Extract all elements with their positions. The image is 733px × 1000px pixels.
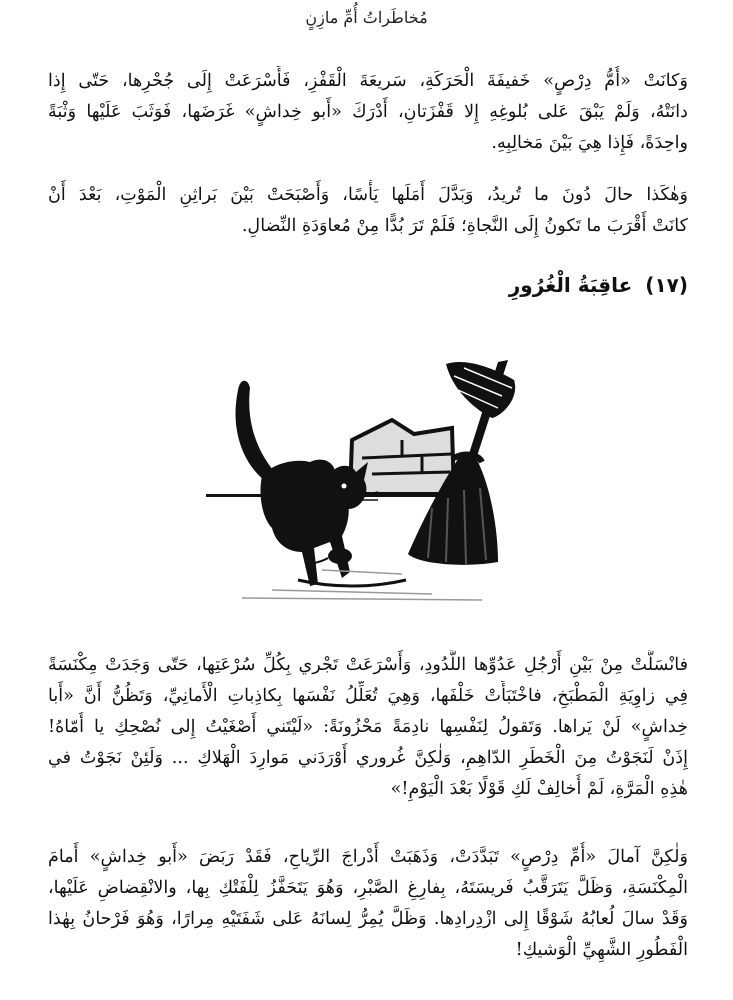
- text-line: الْمِكْنَسَةِ، وَظَلَّ يَتَرَقَّبُ فَريسَتَهُ، بِفارِغِ الصَّبْرِ، وَهُوَ يَتَحَفَّزُ لِلْفَتْكِ بِها، والانْقِضاضِ عَلَيْها،: [48, 878, 688, 898]
- section-title: [48, 273, 688, 297]
- text-line: فِي زاوِيَةِ الْمَطْبَخِ، فاخْتَبَأَتْ خَلْفَها، وَهِيَ تُعَلِّلُ نَفْسَها بِكاذِباتِ الْأَمانِيِّ، وَتَظُنُّ أَنَّ «أَبا: [48, 686, 688, 706]
- paragraph-3: [48, 650, 688, 805]
- running-header: مُخاطَراتُ أُمِّ مازِنٍ: [305, 8, 428, 27]
- cat-and-mouse-illustration: [202, 358, 528, 608]
- paragraph-2: [48, 180, 688, 242]
- text-line: وَهٰكَذا حالَ دُونَ ما تُريدُ، وَبَدَّلَ أَمَلَها يَأْسًا، وَأَصْبَحَتْ بَيْنَ بَراثِنِ الْمَوْتِ، بَعْدَ أَنْ: [48, 185, 688, 205]
- text-line: إِذَنْ لَنَجَوْتُ مِنَ الْخَطَرِ الدّاهِمِ، وَلٰكِنَّ غُروري أَوْرَدَني مَوارِدَ الْهَلاكِ ... وَلَئِنْ نَجَوْتُ في: [48, 748, 688, 768]
- paragraph-1: [48, 66, 688, 159]
- section-title-text: عاقِبَةُ الْغُرُورِ: [508, 273, 633, 297]
- text-line: وَقَدْ سالَ لُعابُهُ شَوْقًا إِلى ازْدِرادِها. وَظَلَّ يُمِرُّ لِسانَهُ عَلى شَفَتَيْهِ مِرارًا، وَهُوَ فَرْحانُ بِهٰذا: [48, 909, 688, 929]
- text-line: دانَتْهُ، وَلَمْ يَبْقَ عَلى بُلوغِهِ إِلا قَفْزَتانِ، أَدْرَكَ «أَبو خِداشٍ» غَرَضَها، فَوَثَبَ عَلَيْها وَثْبَةً: [48, 102, 688, 122]
- text-line: الْفَطُورِ الشَّهِيِّ الْوَشيكِ!: [515, 940, 688, 960]
- paragraph-4: [48, 842, 688, 966]
- text-line: هٰذِهِ الْمَرَّةِ، لَمْ أُخالِفْ لَكِ قَوْلًا بَعْدَ الْيَوْمِ!»: [390, 779, 688, 799]
- text-line: فانْسَلَّتْ مِنْ بَيْنِ أَرْجُلِ عَدُوِّها اللَّدُودِ، وَأَسْرَعَتْ تَجْري بِكُلِّ سُرْعَتِها، حَتّى وَجَدَتْ مِكْنَسَةً: [48, 655, 688, 675]
- text-line: وَكانَتْ «أُمُّ دِرْصٍ» خَفيفَةَ الْحَرَكَةِ، سَريعَةَ الْقَفْزِ، فَأَسْرَعَتْ إِلَى جُحْرِها، حَتّى إِذا: [48, 71, 688, 91]
- text-line: خِداشٍ» لَنْ يَراها. وَتَقولُ لِنَفْسِها نادِمَةً مَحْزُونَةً: «لَيْتَني أَصْغَيْتُ إِلى نُصْحِكِ يا أُمّاهُ!: [48, 717, 688, 737]
- text-line: وَلٰكِنَّ آمالَ «أُمِّ دِرْصٍ» تَبَدَّدَتْ، وَذَهَبَتْ أَدْراجَ الرِّياحِ، فَقَدْ رَبَضَ «أَبو خِداشٍ» أَمامَ: [48, 847, 688, 867]
- text-line: كانَتْ أَقْرَبَ ما تَكونُ إِلَى النَّجاةِ؛ فَلَمْ تَرَ بُدًّا مِنْ مُعاوَدَةِ النِّضالِ.: [241, 216, 688, 236]
- text-line: واحِدَةً، فَإِذا هِيَ بَيْنَ مَخالِبِهِ.: [491, 133, 688, 153]
- section-number: (١٧): [645, 273, 688, 297]
